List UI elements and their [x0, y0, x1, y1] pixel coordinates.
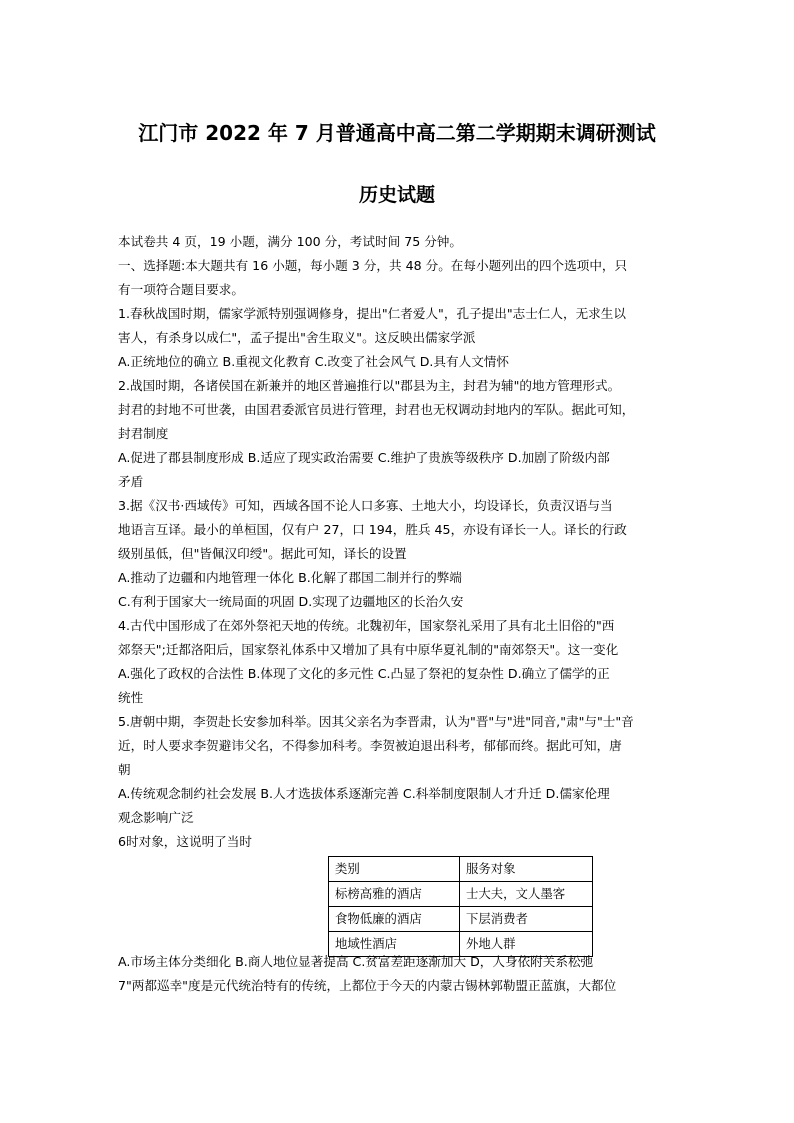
table-header-row: [329, 857, 593, 882]
text-line: 封君制度: [118, 426, 169, 441]
table-row: [329, 932, 593, 957]
table-row: [329, 882, 593, 907]
text-line: A.强化了政权的合法性 B.体现了文化的多元性 C.凸显了祭祀的复杂性 D.确立了儒学的正: [118, 666, 610, 681]
table-container: [118, 854, 688, 950]
text-line: 5.唐朝中期，李贺赴长安参加科举。因其父亲名为李晋肃，认为"晋"与"进"同音,"肃"与"士"音: [118, 714, 634, 729]
table-cell: 下层消费者: [460, 907, 593, 932]
text-line: 2.战国时期，各诸侯国在新兼并的地区普遍推行以"郡县为主，封君为辅"的地方管理形式。: [118, 378, 621, 393]
text-line: A.促进了郡县制度形成 B.适应了现实政治需要 C.维护了贵族等级秩序 D.加剧了阶级内部: [118, 450, 610, 465]
text-line: A.传统观念制约社会发展 B.人才选拔体系逐渐完善 C.科举制度限制人才升迁 D.儒家伦理: [118, 786, 610, 801]
text-line: 6时对象，这说明了当时: [118, 834, 252, 849]
text-line: A.市场主体分类细化 B.商人地位显著提高 C.贫富差距逐渐加大 D，人身依附关系松弛: [118, 954, 594, 969]
text-line: 朝: [118, 762, 131, 777]
text-line: 害人，有杀身以成仁"，孟子提出"舍生取义"。这反映出儒家学派: [118, 330, 476, 345]
text-line: 观念影响广泛: [118, 810, 194, 825]
text-line: 本试卷共 4 页，19 小题，满分 100 分，考试时间 75 分钟。: [118, 234, 462, 249]
exam-subtitle: 历史试题: [358, 184, 435, 206]
text-line: 级别虽低，但"皆佩汉印绶"。据此可知，译长的设置: [118, 546, 407, 561]
text-line: 统性: [118, 690, 144, 705]
text-line: A.推动了边疆和内地管理一体化 B.化解了郡国二制并行的弊端: [118, 570, 462, 585]
text-line: 4.古代中国形成了在郊外祭祀天地的传统。北魏初年，国家祭礼采用了具有北土旧俗的"西: [118, 618, 615, 633]
table-cell: 士大夫，文人墨客: [460, 882, 593, 907]
text-line: 近，时人要求李贺避讳父名，不得参加科考。李贺被迫退出科考，郁郁而终。据此可知，唐: [118, 738, 622, 753]
table-header-cell: 服务对象: [460, 857, 593, 882]
text-line: 一、选择题:本大题共有 16 小题，每小题 3 分，共 48 分。在每小题列出的四个选项中，只: [118, 258, 628, 273]
table-cell: 外地人群: [460, 932, 593, 957]
text-line: 3.据《汉书·西域传》可知，西域各国不论人口多寡、土地大小，均设译长，负责汉语与当: [118, 498, 613, 513]
text-line: 1.春秋战国时期，儒家学派特别强调修身，提出"仁者爱人"，孔子提出"志士仁人，无求生以: [118, 306, 626, 321]
exam-title: 江门市 2022 年 7 月普通高中高二第二学期期末调研测试: [138, 121, 656, 145]
table-cell: 食物低廉的酒店: [329, 907, 460, 932]
hotel-table: [328, 856, 593, 957]
table-cell: 标榜高雅的酒店: [329, 882, 460, 907]
table-row: [329, 907, 593, 932]
exam-body: [118, 230, 688, 998]
text-line: 郊祭天";迁都洛阳后，国家祭礼体系中又增加了具有中原华夏礼制的"南郊祭天"。这一变化: [118, 642, 619, 657]
text-line: A.正统地位的确立 B.重视文化教育 C.改变了社会风气 D.具有人文情怀: [118, 354, 509, 369]
text-line: 封君的封地不可世袭，由国君委派官员进行管理，封君也无权调动封地内的军队。据此可知，: [118, 402, 635, 417]
text-line: 有一项符合题目要求。: [118, 282, 244, 297]
table-cell: 地域性酒店: [329, 932, 460, 957]
text-line: 地语言互译。最小的单桓国，仅有户 27，口 194，胜兵 45，亦设有译长一人。译长的行政: [118, 522, 627, 537]
table-header-cell: 类别: [329, 857, 460, 882]
text-line: 7"两都巡幸"度是元代统治特有的传统，上都位于今天的内蒙古锡林郭勒盟正蓝旗，大都位: [118, 978, 617, 993]
text-line: 矛盾: [118, 474, 144, 489]
text-line: C.有利于国家大一统局面的巩固 D.实现了边疆地区的长治久安: [118, 594, 464, 609]
